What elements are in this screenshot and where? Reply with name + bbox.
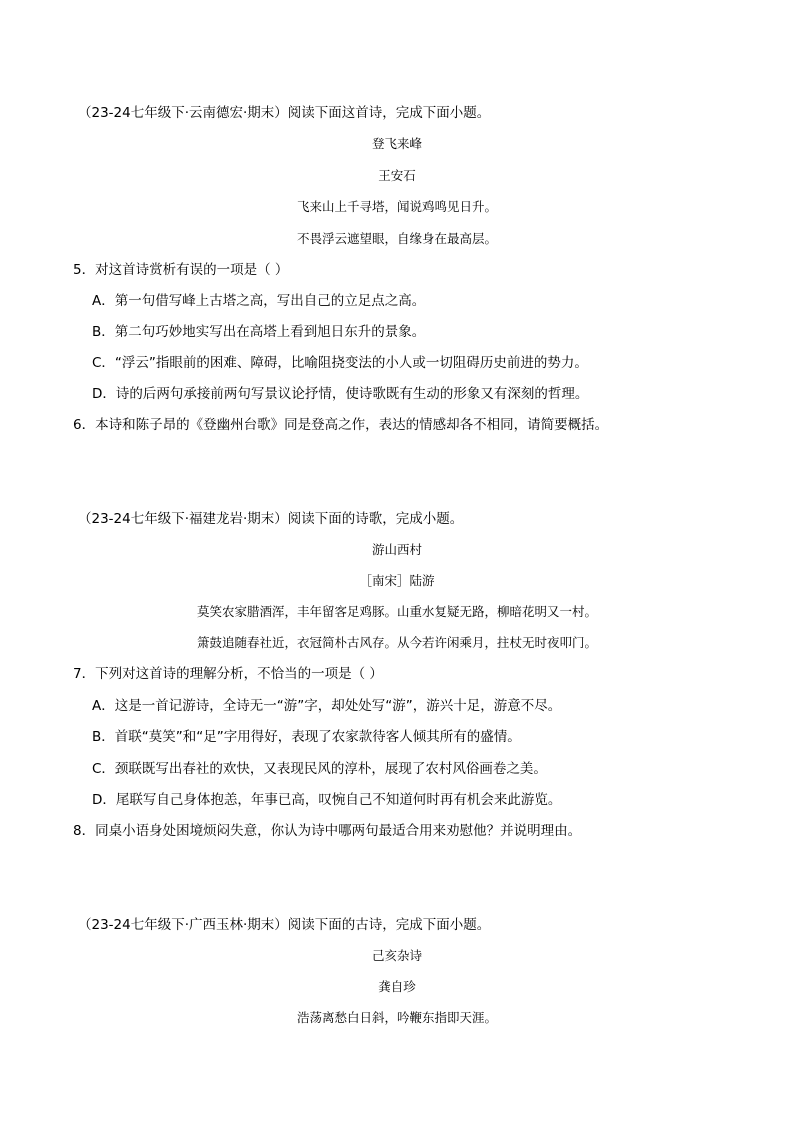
q7-option-a: A．这是一首记游诗，全诗无一“游”字，却处处写“游”，游兴十足，游意不尽。 (92, 698, 562, 714)
q7-option-b: B．首联“莫笑”和“足”字用得好，表现了农家款待客人倾其所有的盛情。 (92, 729, 521, 745)
section1-poem-line: 不畏浮云遮望眼，自缘身在最高层。 (296, 231, 497, 246)
section1-intro: （23-24七年级下·云南德宏·期末）阅读下面这首诗，完成下面小题。 (78, 105, 491, 121)
section1-poem-title: 登飞来峰 (371, 136, 422, 151)
q7-option-c: C．颈联既写出春社的欢快，又表现民风的淳朴，展现了农村风俗画卷之美。 (92, 761, 547, 777)
question-5: 5．对这首诗赏析有误的一项是（ ） (73, 262, 289, 278)
section2-poem-line: 箫鼓追随春社近，衣冠简朴古风存。从今若许闲乘月，拄杖无时夜叩门。 (196, 635, 597, 650)
q5-option-b: B．第二句巧妙地实写出在高塔上看到旭日东升的景象。 (92, 324, 426, 340)
section2-author: ［南宋］陆游 (359, 573, 435, 588)
section1-author: 王安石 (378, 168, 416, 183)
q5-option-d: D．诗的后两句承接前两句写景议论抒情，使诗歌既有生动的形象又有深刻的哲理。 (92, 386, 589, 402)
question-6: 6．本诗和陈子昂的《登幽州台歌》同是登高之作，表达的情感却各不相同，请简要概括。 (73, 417, 609, 433)
section3-intro: （23-24七年级下·广西玉林·期末）阅读下面的古诗，完成下面小题。 (78, 917, 491, 933)
section2-intro: （23-24七年级下·福建龙岩·期末）阅读下面的诗歌，完成小题。 (78, 511, 464, 527)
question-7: 7．下列对这首诗的理解分析，不恰当的一项是（ ） (73, 666, 383, 682)
section3-author: 龚自珍 (378, 979, 416, 994)
section3-poem-title: 己亥杂诗 (371, 948, 422, 963)
q7-option-d: D．尾联写自己身体抱恙，年事已高，叹惋自己不知道何时再有机会来此游览。 (92, 792, 562, 808)
section2-poem-title: 游山西村 (371, 542, 422, 557)
q5-option-a: A．第一句借写峰上古塔之高，写出自己的立足点之高。 (92, 293, 426, 309)
section3-poem-line: 浩荡离愁白日斜，吟鞭东指即天涯。 (296, 1010, 497, 1025)
section1-poem-line: 飞来山上千寻塔，闻说鸡鸣见日升。 (296, 199, 497, 214)
question-8: 8．同桌小语身处困境烦闷失意，你认为诗中哪两句最适合用来劝慰他？并说明理由。 (73, 823, 582, 839)
q5-option-c: C．“浮云”指眼前的困难、障碍，比喻阻挠变法的小人或一切阻碍历史前进的势力。 (92, 355, 588, 371)
section2-poem-line: 莫笑农家腊酒浑，丰年留客足鸡豚。山重水复疑无路，柳暗花明又一村。 (196, 604, 597, 619)
